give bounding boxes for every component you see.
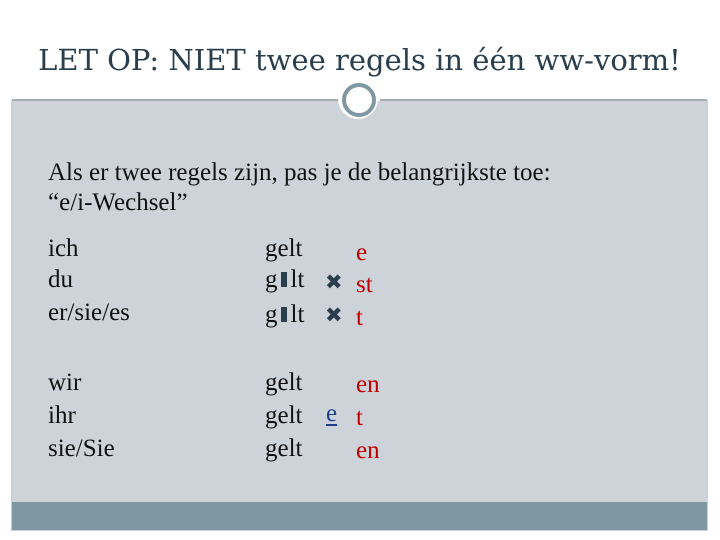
pronoun-du: du xyxy=(48,266,73,293)
slide-title: LET OP: NIET twee regels in één ww-vorm! xyxy=(38,43,681,77)
ending-st: st xyxy=(356,271,373,298)
i-bar-icon xyxy=(281,307,287,322)
pronoun-sie-Sie: sie/Sie xyxy=(48,435,115,462)
stem-gelt-1: gelt xyxy=(265,235,303,262)
ending-en-wir: en xyxy=(356,371,380,398)
stem-gilt-er xyxy=(265,302,304,327)
divider-left xyxy=(12,99,340,101)
x-mark-icon: ✖ xyxy=(325,303,343,327)
ending-t: t xyxy=(356,304,363,331)
footer-bar xyxy=(12,502,707,530)
ending-en-sie: en xyxy=(356,437,380,464)
divider-right xyxy=(380,99,707,101)
intro-line-1: Als er twee regels zijn, pas je de belangrijkste toe: xyxy=(48,159,551,186)
pronoun-wir: wir xyxy=(48,369,82,396)
intro-line-2: “e/i-Wechsel” xyxy=(48,189,188,216)
x-mark-icon: ✖ xyxy=(325,270,343,294)
stem-gelt-wir: gelt xyxy=(265,369,303,396)
inserted-e: e xyxy=(326,400,338,427)
stem-gelt-ihr: gelt xyxy=(265,402,303,429)
pronoun-ich: ich xyxy=(48,235,79,262)
stem-start: g xyxy=(265,266,278,293)
pronoun-er-sie-es: er/sie/es xyxy=(48,299,130,326)
circle-icon xyxy=(342,83,376,117)
i-bar-icon xyxy=(281,272,287,287)
stem-end: lt xyxy=(290,266,305,293)
stem-start: g xyxy=(265,301,278,328)
stem-gelt-sie: gelt xyxy=(265,435,303,462)
stem-gilt-du xyxy=(265,267,304,292)
ending-t-ihr: t xyxy=(356,404,363,431)
pronoun-ihr: ihr xyxy=(48,402,76,429)
ending-e: e xyxy=(356,239,368,266)
stem-end: lt xyxy=(290,301,305,328)
